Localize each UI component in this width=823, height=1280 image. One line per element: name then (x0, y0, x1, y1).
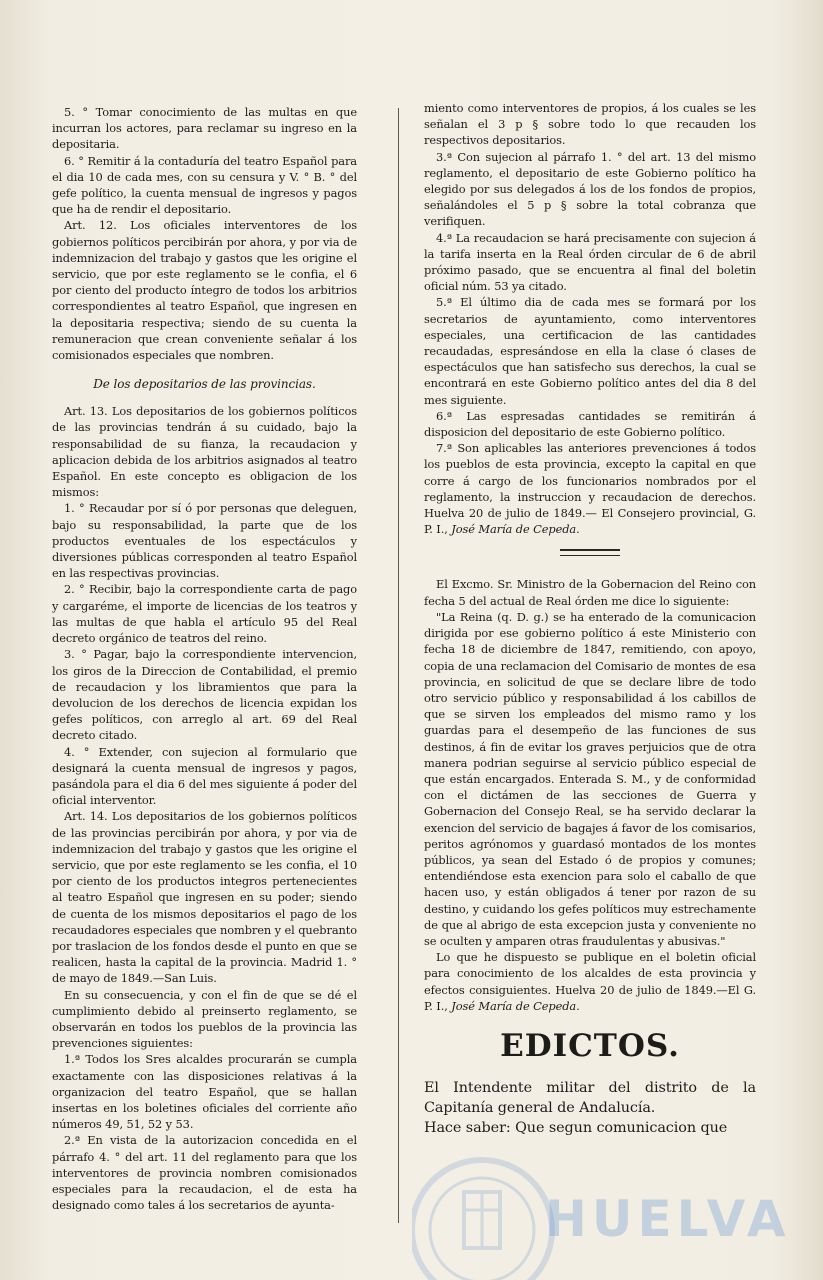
paragraph: 4. ° Extender, con sujecion al formulario que designará la cuenta mensual de ingresos y pagos, pasándola para el dia 6 del mes siguiente á poder del oficial interventor. (52, 744, 357, 808)
paragraph-with-signature (424, 440, 756, 537)
paragraph: 2.ª En vista de la autorizacion concedida en el párrafo 4. ° del art. 11 del reglamento para que los interventores de provincia nombren comisionados especiales para la recaudacion, el de esta ha designado como tales á los secretarios de ayunta- (52, 1133, 357, 1213)
paragraph: 1.ª Todos los Sres alcaldes procurarán se cumpla exactamente con las disposiciones relativas á la organizacion del teatro Español, que se hallan insertas en los boletines oficiales del corriente año números 49, 51, 52 y 53. (52, 1052, 357, 1132)
paragraph: Art. 12. Los oficiales interventores de los gobiernos políticos percibirán por ahora, y por via de indemnizacion del trabajo y gastos que les origine el servicio, que por este reglamento se le confia, el 6 por ciento del producto íntegro de todos los arbitrios correspondientes al teatro Español, que ingresen en la depositaria respectiva; siendo de su cuenta la remuneracion que crean conveniente señalar á los comisionados especiales que nombren. (52, 218, 357, 363)
paragraph: 4.ª La recaudacion se hará precisamente con sujecion á la tarifa inserta en la Real órden circular de 6 de abril próximo pasado, que se encuentra al final del boletin oficial núm. 53 ya citado. (424, 230, 756, 294)
watermark-text: HUELVA (545, 1190, 791, 1248)
paragraph-text: Lo que he dispuesto se publique en el boletin oficial para conocimiento de los alcaldes de esta provincia y efectos consiguientes. Huelva 20 de julio de 1849.—El G. P. I., (424, 950, 756, 1013)
paragraph: "La Reina (q. D. g.) se ha enterado de la comunicacion dirigida por ese gobierno político á este Ministerio con fecha 18 de diciembre de 1847, remitiendo, con apoyo, copia de una reclamacion del Comisario de montes de esa provincia, en solicitud de que se declare libre de todo otro servicio público y responsabilidad á los cabillos de que se sirven los empleados del mismo ramo y los guardas para el desempeño de las funciones de sus destinos, á fin de evitar los graves perjuicios que de otra manera podrian seguirse al servicio público especial de que están encargados. Enterada S. M., y de conformidad con el dictámen de las secciones de Guerra y Gobernacion del Consejo Real, se ha servido declarar la exencion del servicio de bagajes á favor de los comisarios, peritos agrónomos y guardasó montados de los montes públicos, ya sean del Estado ó de propios y comunes; entendiéndose esta exencion para solo el caballo de que hacen uso, y están obligados á tener por razon de su destino, y cuidando los gefes políticos muy estrechamente de que al abrigo de esta excepcion justa y conveniente no se oculten y amparen otras fraudulentas y abusivas." (424, 609, 756, 948)
section-heading: De los depositarios de las provincias. (93, 377, 316, 392)
paragraph: 3. ° Pagar, bajo la correspondiente intervencion, los giros de la Direccion de Contabilidad, el premio de recaudacion y los libramientos que para la devolucion de los derechos de licencia expidan los gefes políticos, con arreglo al art. 69 del Real decreto citado. (52, 647, 357, 743)
right-column (424, 100, 756, 1138)
edicto-paragraph: El Intendente militar del distrito de la Capitanía general de Andalucía. (424, 1079, 756, 1116)
signature-name: José María de Cepeda. (451, 522, 580, 537)
signature-name: José María de Cepeda. (451, 998, 580, 1013)
paragraph: 6. ° Remitir á la contaduría del teatro Español para el dia 10 de cada mes, con su censura y V. ° B. ° del gefe político, la cuenta mensual de ingresos y pagos que ha de rendir el depositario. (52, 153, 357, 217)
edictos-heading: EDICTOS. (500, 1027, 680, 1064)
paragraph: 5.ª El último dia de cada mes se formará por los secretarios de ayuntamiento, como interventores especiales, una certificacion de las cantidades recaudadas, espresándose en ella la clase ó clases de espectáculos que han satisfecho sus derechos, la cual se encontrará en este Gobierno político antes del dia 8 del mes siguiente. (424, 295, 756, 407)
paragraph: 1. ° Recaudar por sí ó por personas que deleguen, bajo su responsabilidad, la parte que de los productos eventuales de los espectáculos y diversiones públicas corresponden al teatro Español en las respectivas provincias. (52, 501, 357, 581)
column-divider (398, 108, 399, 1223)
paragraph: 3.ª Con sujecion al párrafo 1. ° del art. 13 del mismo reglamento, el depositario de este Gobierno político ha elegido por sus delegados á los de los fondos de propios, señalándoles el 5 p § sobre la total cobranza que verifiquen. (424, 149, 756, 229)
paragraph: Art. 14. Los depositarios de los gobiernos políticos de las provincias percibirán por ahora, y por via de indemnizacion del trabajo y gastos que les origine el servicio, que por este reglamento se les confia, el 10 por ciento de los productos integros pertenecientes al teatro Español que ingresen en su poder; siendo de cuenta de los mismos depositarios el pago de los recaudadores especiales que nombren y el quebranto por traslacion de los fondos desde el punto en que se realicen, hasta la capital de la provincia. Madrid 1. ° de mayo de 1849.—San Luis. (52, 809, 358, 986)
paragraph: 2. ° Recibir, bajo la correspondiente carta de pago y cargaréme, el importe de licencias de los teatros y las multas de que habla el artículo 95 del Real decreto orgánico de teatros del reino. (52, 582, 357, 646)
paragraph-with-signature (424, 949, 756, 1014)
left-column (52, 100, 357, 1213)
paragraph: El Excmo. Sr. Ministro de la Gobernacion del Reino con fecha 5 del actual de Real órden me dice lo siguiente: (424, 577, 756, 608)
section-divider (560, 549, 620, 556)
paragraph: 6.ª Las espresadas cantidades se remitirán á disposicion del depositario de este Gobierno político. (424, 408, 756, 440)
edicto-paragraph: Hace saber: Que segun comunicacion que (424, 1119, 728, 1136)
paragraph: miento como interventores de propios, á los cuales se les señalan el 3 p § sobre todo lo que recauden los respectivos depositarios. (424, 101, 756, 148)
paragraph: En su consecuencia, y con el fin de que se dé el cumplimiento debido al preinserto reglamento, se observarán en todos los pueblos de la provincia las prevenciones siguientes: (52, 987, 357, 1051)
paragraph: Art. 13. Los depositarios de los gobiernos políticos de las provincias tendrán á su cuidado, bajo la responsabilidad de su fianza, la recaudacion y aplicacion debida de los arbitrios asignados al teatro Español. En este concepto es obligacion de los mismos: (52, 404, 357, 500)
paragraph: 5. ° Tomar conocimiento de las multas en que incurran los actores, para reclamar su ingreso en la depositaria. (52, 105, 357, 152)
paragraph-text: 7.ª Son aplicables las anteriores prevenciones á todos los pueblos de esta provincia, excepto la capital en que corre á cargo de los funcionarios nombrados por el reglamento, la instruccion y recaudacion de derechos. Huelva 20 de julio de 1849.— El Consejero provincial, G. P. I., (424, 441, 756, 537)
